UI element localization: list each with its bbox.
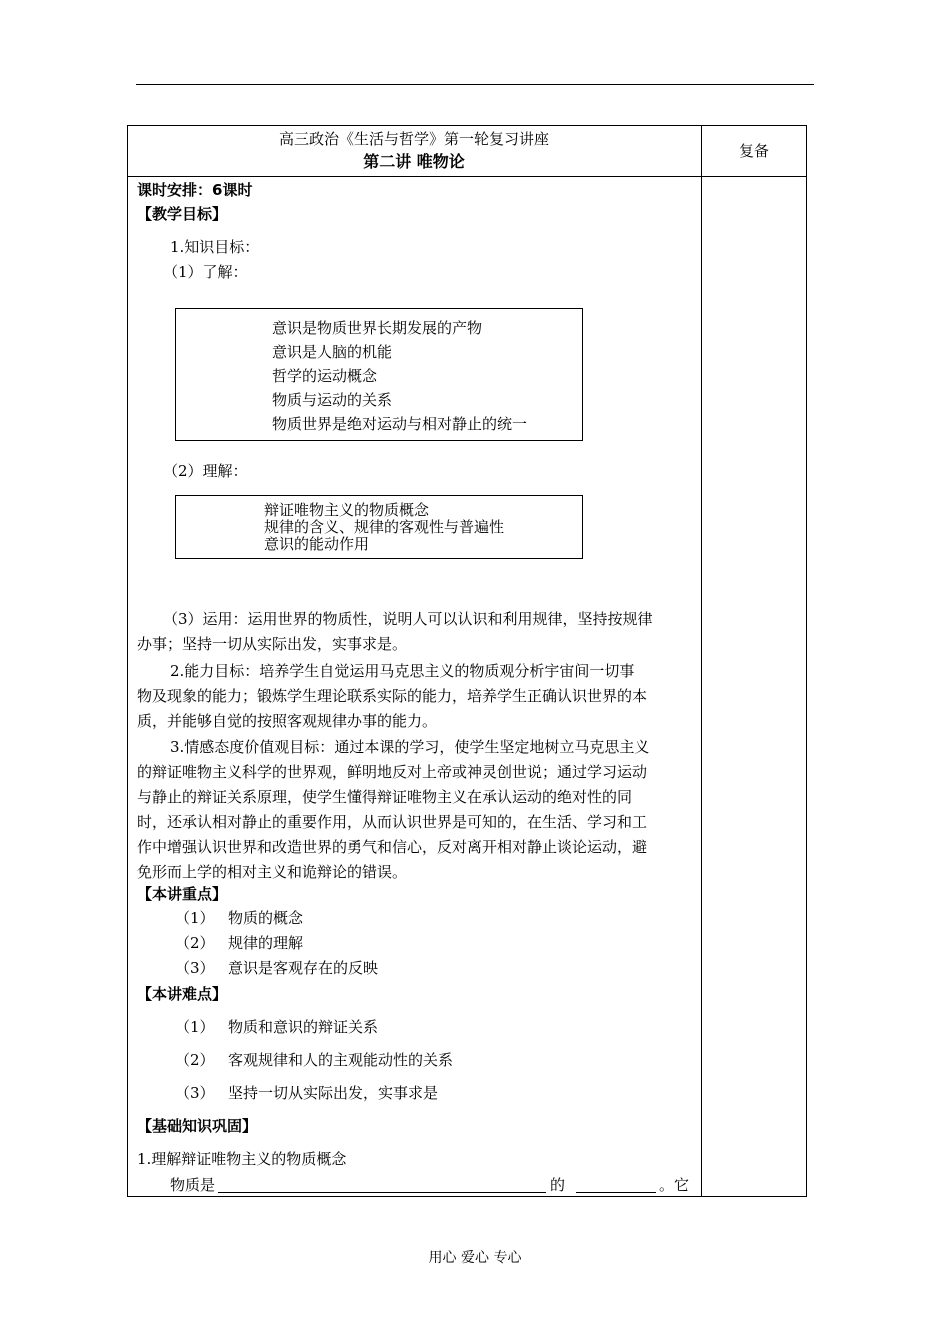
- key-point-num: （2）: [175, 934, 215, 952]
- key-point-text: 物质的概念: [228, 909, 304, 927]
- understand-item: 意识是人脑的机能: [272, 343, 393, 361]
- key-point-text: 规律的理解: [228, 934, 304, 952]
- emotion-line: 3.情感态度价值观目标：通过本课的学习，使学生坚定地树立马克思主义: [170, 738, 650, 756]
- key-point-num: （3）: [175, 959, 215, 977]
- key-point-num: （1）: [175, 909, 215, 927]
- comprehend-item: 辩证唯物主义的物质概念: [264, 501, 430, 519]
- difficulty-num: （3）: [175, 1084, 215, 1102]
- difficulties-heading: 【本讲难点】: [137, 985, 228, 1003]
- understand-item: 意识是物质世界长期发展的产物: [272, 319, 483, 337]
- fill-blank-2[interactable]: [576, 1176, 656, 1193]
- understand-item: 哲学的运动概念: [272, 367, 378, 385]
- comprehend-label: （2）理解：: [163, 462, 248, 480]
- emotion-line: 作中增强认识世界和改造世界的勇气和信心，反对离开相对静止谈论运动，避: [137, 838, 648, 856]
- apply-line: （3）运用：运用世界的物质性，说明人可以认识和利用规律，坚持按规律: [163, 610, 653, 628]
- key-points-heading: 【本讲重点】: [137, 885, 228, 903]
- fill-blank-1[interactable]: [218, 1176, 546, 1193]
- difficulty-text: 坚持一切从实际出发，实事求是: [228, 1084, 439, 1102]
- header-rule: [136, 84, 814, 85]
- fill-blank-prefix: 物质是: [170, 1176, 216, 1194]
- difficulty-text: 物质和意识的辩证关系: [228, 1018, 379, 1036]
- fill-blank-mid: 的: [550, 1176, 566, 1194]
- understand-label: （1）了解：: [163, 263, 248, 281]
- difficulty-num: （2）: [175, 1051, 215, 1069]
- knowledge-objective-label: 1.知识目标：: [170, 238, 260, 256]
- understand-box: [175, 308, 583, 441]
- page-footer: 用心 爱心 专心: [428, 1250, 522, 1266]
- side-column-label: 复备: [738, 142, 769, 160]
- emotion-line: 时，还承认相对静止的重要作用，从而认识世界是可知的，在生活、学习和工: [137, 813, 648, 831]
- difficulty-num: （1）: [175, 1018, 215, 1036]
- basics-item-title: 1.理解辩证唯物主义的物质概念: [137, 1150, 347, 1168]
- fill-blank-end: 。它: [659, 1176, 690, 1194]
- schedule-line: 课时安排：6课时: [137, 181, 253, 199]
- objectives-heading: 【教学目标】: [137, 205, 228, 223]
- understand-item: 物质世界是绝对运动与相对静止的统一: [272, 415, 528, 433]
- table-column-divider: [701, 125, 702, 1197]
- table-header-divider: [127, 176, 807, 177]
- understand-item: 物质与运动的关系: [272, 391, 393, 409]
- comprehend-item: 规律的含义、规律的客观性与普遍性: [264, 518, 505, 536]
- course-title: 高三政治《生活与哲学》第一轮复习讲座: [278, 130, 549, 148]
- lecture-title: 第二讲 唯物论: [363, 152, 465, 171]
- ability-line: 质，并能够自觉的按照客观规律办事的能力。: [137, 712, 438, 730]
- ability-line: 物及现象的能力；锻炼学生理论联系实际的能力，培养学生正确认识世界的本: [137, 687, 648, 705]
- emotion-line: 的辩证唯物主义科学的世界观，鲜明地反对上帝或神灵创世说；通过学习运动: [137, 763, 648, 781]
- emotion-line: 免形而上学的相对主义和诡辩论的错误。: [137, 863, 408, 881]
- apply-line: 办事；坚持一切从实际出发，实事求是。: [137, 635, 408, 653]
- basics-heading: 【基础知识巩固】: [137, 1117, 258, 1135]
- comprehend-item: 意识的能动作用: [264, 535, 370, 553]
- comprehend-box: [175, 495, 583, 559]
- emotion-line: 与静止的辩证关系原理，使学生懂得辩证唯物主义在承认运动的绝对性的同: [137, 788, 633, 806]
- ability-line: 2.能力目标：培养学生自觉运用马克思主义的物质观分析宇宙间一切事: [170, 662, 635, 680]
- key-point-text: 意识是客观存在的反映: [228, 959, 379, 977]
- difficulty-text: 客观规律和人的主观能动性的关系: [228, 1051, 454, 1069]
